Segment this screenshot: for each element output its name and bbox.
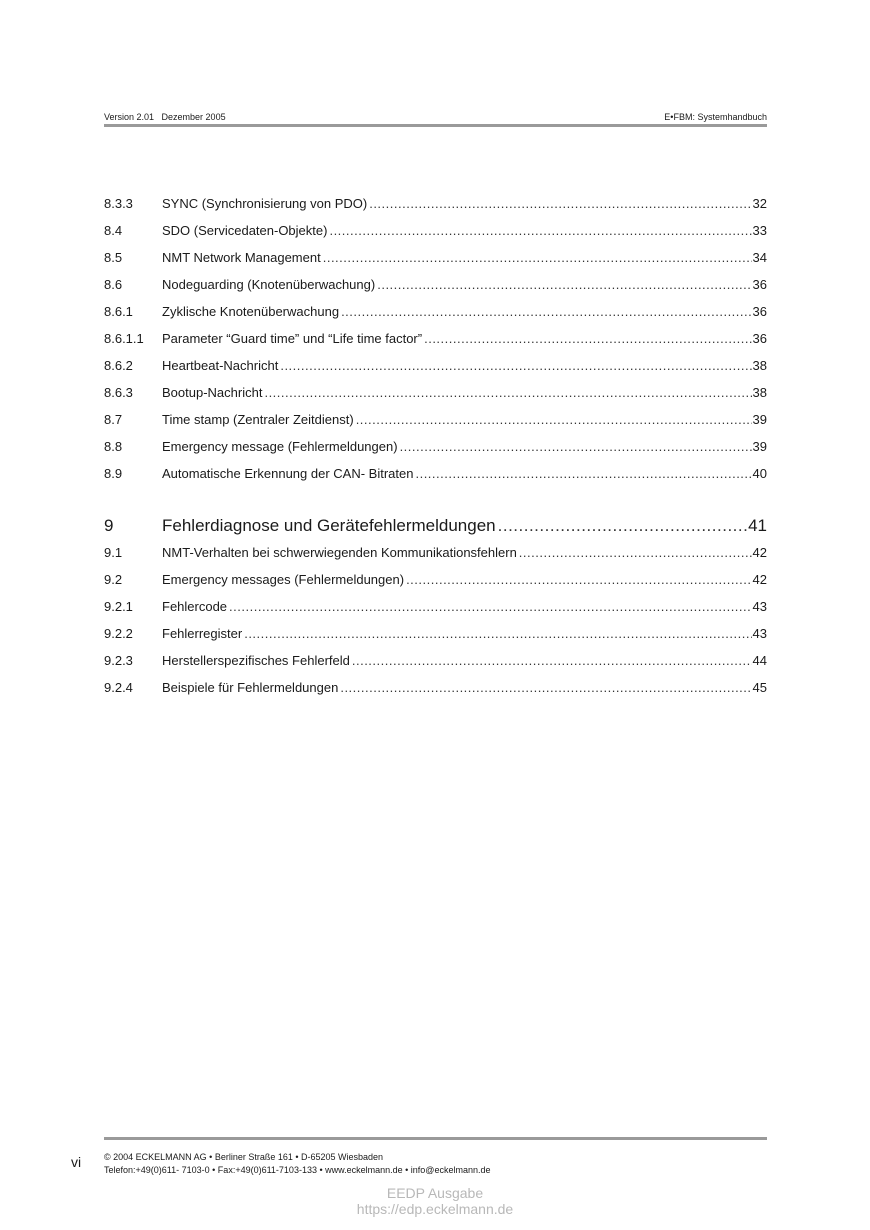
toc-title: Emergency messages (Fehlermeldungen) xyxy=(162,572,405,587)
toc-entry[interactable] xyxy=(104,572,767,588)
toc-page: 39 xyxy=(752,439,767,454)
toc-entry[interactable] xyxy=(104,196,767,212)
toc-title: Fehlercode xyxy=(162,599,228,614)
page-number: vi xyxy=(71,1154,82,1170)
toc-entry[interactable] xyxy=(104,653,767,669)
toc-dot-leader xyxy=(323,250,752,266)
toc-page: 42 xyxy=(752,545,767,560)
toc-title: NMT Network Management xyxy=(162,250,321,265)
toc-title: SDO (Servicedaten-Objekte) xyxy=(162,223,328,238)
toc-dot-leader xyxy=(377,277,751,293)
toc-dot-leader xyxy=(415,466,751,482)
toc-page: 32 xyxy=(752,196,767,211)
toc-dot-leader xyxy=(406,572,751,588)
toc-page: 36 xyxy=(752,331,767,346)
toc-number: 9.2.4 xyxy=(104,680,133,695)
toc-dot-leader xyxy=(352,653,752,669)
toc-dot-leader xyxy=(356,412,752,428)
toc-title: Fehlerdiagnose und Gerätefehlermeldungen xyxy=(162,516,496,535)
toc-entry[interactable] xyxy=(104,304,767,320)
toc-number: 8.6 xyxy=(104,277,123,292)
toc-entry[interactable] xyxy=(104,385,767,401)
toc-title: Emergency message (Fehlermeldungen) xyxy=(162,439,398,454)
toc-dot-leader xyxy=(341,304,751,320)
toc-title: Parameter “Guard time” und “Life time factor” xyxy=(162,331,423,346)
toc-page: 40 xyxy=(752,466,767,481)
toc-dot-leader xyxy=(229,599,751,615)
toc-entry[interactable] xyxy=(104,331,767,347)
toc-page: 36 xyxy=(752,277,767,292)
toc-page: 38 xyxy=(752,385,767,400)
toc-number: 8.8 xyxy=(104,439,123,454)
toc-title: Nodeguarding (Knotenüberwachung) xyxy=(162,277,376,292)
toc-number: 8.4 xyxy=(104,223,123,238)
toc-number: 8.6.1 xyxy=(104,304,133,319)
toc-page: 41 xyxy=(748,516,767,535)
header-rule xyxy=(104,124,767,127)
toc-number: 8.3.3 xyxy=(104,196,133,211)
toc-title: NMT-Verhalten bei schwerwiegenden Kommunikationsfehlern xyxy=(162,545,517,560)
toc-entry[interactable] xyxy=(104,412,767,428)
toc-dot-leader xyxy=(329,223,751,239)
toc-number: 9.2 xyxy=(104,572,123,587)
watermark-url: https://edp.eckelmann.de xyxy=(356,1201,514,1217)
toc-page: 43 xyxy=(752,599,767,614)
watermark-title: EEDP Ausgabe xyxy=(386,1185,484,1201)
toc-dot-leader xyxy=(519,545,752,561)
toc-dot-leader xyxy=(280,358,751,374)
toc-page: 43 xyxy=(752,626,767,641)
toc-title: Time stamp (Zentraler Zeitdienst) xyxy=(162,412,354,427)
toc-title: SYNC (Synchronisierung von PDO) xyxy=(162,196,368,211)
toc-title: Bootup-Nachricht xyxy=(162,385,263,400)
toc-dot-leader xyxy=(340,680,751,696)
toc-dot-leader xyxy=(369,196,751,212)
toc-entry[interactable] xyxy=(104,466,767,482)
toc-entry[interactable] xyxy=(104,358,767,374)
toc-number: 9.2.2 xyxy=(104,626,133,641)
toc-number: 8.6.2 xyxy=(104,358,133,373)
toc-page: 36 xyxy=(752,304,767,319)
toc-number: 8.5 xyxy=(104,250,123,265)
toc-number: 9.2.1 xyxy=(104,599,133,614)
toc-entry[interactable] xyxy=(104,223,767,239)
toc-page: 44 xyxy=(752,653,767,668)
toc-number: 8.9 xyxy=(104,466,123,481)
toc-dot-leader xyxy=(264,385,751,401)
header-version: Version 2.01 Dezember 2005 xyxy=(104,112,226,122)
toc-dot-leader xyxy=(498,516,747,536)
toc-entry[interactable] xyxy=(104,680,767,696)
toc-title: Fehlerregister xyxy=(162,626,243,641)
toc-entry[interactable] xyxy=(104,250,767,266)
toc-entry[interactable] xyxy=(104,439,767,455)
toc-dot-leader xyxy=(424,331,751,347)
page-header xyxy=(104,112,767,122)
footer-contact: Telefon:+49(0)611- 7103-0 • Fax:+49(0)611-7103-133 • www.eckelmann.de • info@eckelmann.de xyxy=(104,1165,491,1175)
toc-page: 34 xyxy=(752,250,767,265)
toc-title: Heartbeat-Nachricht xyxy=(162,358,279,373)
toc-entry[interactable] xyxy=(104,626,767,642)
footer-address: © 2004 ECKELMANN AG • Berliner Straße 161 • D-65205 Wiesbaden xyxy=(104,1152,384,1162)
toc-number: 9.2.3 xyxy=(104,653,133,668)
toc-page: 39 xyxy=(752,412,767,427)
toc-page: 45 xyxy=(752,680,767,695)
toc-number: 8.6.1.1 xyxy=(104,331,144,346)
toc-entry[interactable] xyxy=(104,599,767,615)
footer-rule xyxy=(104,1137,767,1140)
toc-title: Beispiele für Fehlermeldungen xyxy=(162,680,339,695)
toc-entry[interactable] xyxy=(104,545,767,561)
toc-number: 8.6.3 xyxy=(104,385,133,400)
toc-page: 42 xyxy=(752,572,767,587)
toc-number: 8.7 xyxy=(104,412,123,427)
toc-page: 38 xyxy=(752,358,767,373)
toc-title: Automatische Erkennung der CAN- Bitraten xyxy=(162,466,414,481)
header-title: E•FBM: Systemhandbuch xyxy=(664,112,767,122)
toc-number: 9.1 xyxy=(104,545,123,560)
toc-page: 33 xyxy=(752,223,767,238)
toc-dot-leader xyxy=(400,439,752,455)
toc-title: Herstellerspezifisches Fehlerfeld xyxy=(162,653,350,668)
toc-number: 9 xyxy=(104,516,114,535)
toc-entry[interactable] xyxy=(104,516,767,536)
toc-dot-leader xyxy=(244,626,751,642)
toc-title: Zyklische Knotenüberwachung xyxy=(162,304,340,319)
toc-entry[interactable] xyxy=(104,277,767,293)
